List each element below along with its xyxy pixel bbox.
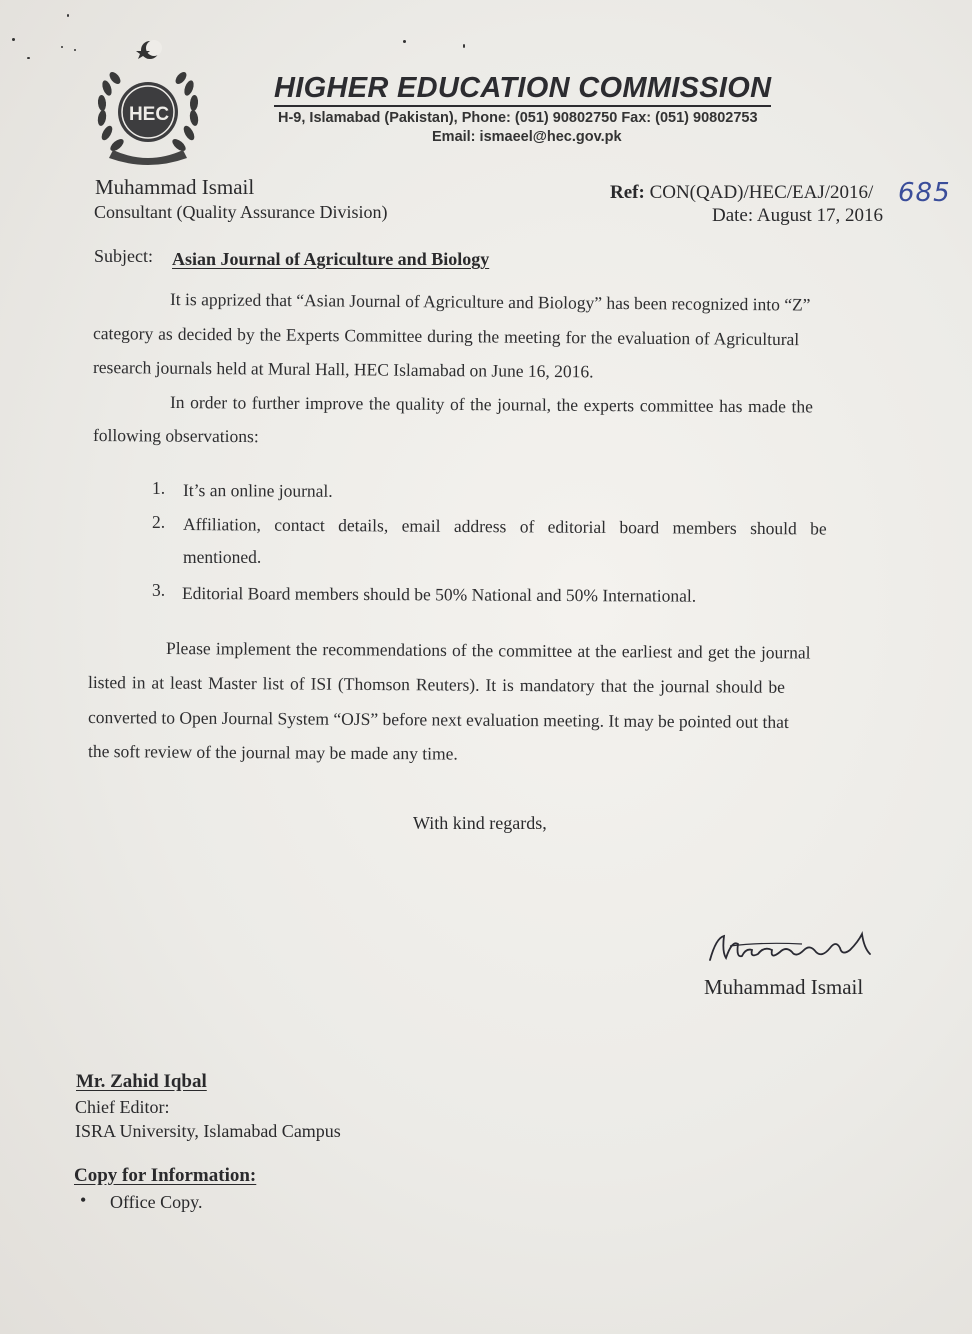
speck — [27, 57, 30, 59]
speck — [67, 14, 69, 17]
speck — [74, 49, 76, 51]
sender-title: Consultant (Quality Assurance Division) — [94, 202, 388, 222]
hec-logo — [93, 38, 203, 166]
reference-number: CON(QAD)/HEC/EAJ/2016/ — [649, 182, 874, 203]
bullet-icon: • — [80, 1190, 87, 1210]
copy-heading: Copy for Information: — [74, 1165, 257, 1186]
subject-label: Subject: — [94, 246, 153, 266]
para1-line1: It is apprized that “Asian Journal of Agriculture and Biology” has been recognized into “Z” — [169, 289, 811, 315]
speck — [403, 40, 406, 43]
recipient-role: Chief Editor: — [75, 1097, 170, 1117]
para2-line2: following observations: — [92, 425, 259, 447]
para3-line4: the soft review of the journal may be made any time. — [87, 741, 458, 764]
speck — [463, 44, 465, 48]
observation-text: It’s an online journal. — [182, 480, 333, 501]
para1-line3: research journals held at Mural Hall, HEC Islamabad on June 16, 2016. — [92, 357, 594, 382]
para1-line2: category as decided by the Experts Committee during the meeting for the evaluation of Agricultural — [92, 323, 800, 350]
speck — [12, 38, 15, 41]
copy-item: Office Copy. — [110, 1192, 203, 1212]
letter-date: Date: August 17, 2016 — [712, 205, 883, 226]
speck — [61, 46, 63, 48]
observation-text-cont: mentioned. — [183, 547, 262, 567]
observation-number: 3. — [152, 580, 166, 600]
reference-line — [610, 182, 873, 204]
observation-text: Editorial Board members should be 50% National and 50% International. — [181, 583, 697, 606]
recipient-organization: ISRA University, Islamabad Campus — [75, 1121, 341, 1141]
para3-line3: converted to Open Journal System “OJS” before next evaluation meeting. It may be pointed out that — [87, 707, 789, 732]
signature-name: Muhammad Ismail — [704, 975, 864, 999]
para3-line1: Please implement the recommendations of the committee at the earliest and get the journal — [165, 638, 811, 663]
org-name: HIGHER EDUCATION COMMISSION — [274, 71, 771, 107]
observation-text: Affiliation, contact details, email address of editorial board members should be — [182, 514, 827, 539]
observation-number: 2. — [152, 512, 166, 532]
sender-name: Muhammad Ismail — [95, 175, 255, 199]
para2-line1: In order to further improve the quality of the journal, the experts committee has made the — [169, 392, 813, 417]
signature — [702, 918, 882, 978]
para3-line2: listed in at least Master list of ISI (Thomson Reuters). It is mandatory that the journal should be — [87, 672, 785, 697]
reference-label: Ref: — [610, 182, 645, 203]
closing-regards: With kind regards, — [413, 813, 547, 833]
reference-handwritten: 685 — [898, 178, 951, 208]
org-email: Email: ismaeel@hec.gov.pk — [432, 129, 622, 145]
logo-text: HEC — [128, 104, 170, 125]
org-address: H-9, Islamabad (Pakistan), Phone: (051) 90802750 Fax: (051) 90802753 — [278, 110, 758, 126]
subject-text: Asian Journal of Agriculture and Biology — [172, 249, 490, 269]
observation-number: 1. — [152, 478, 166, 498]
recipient-name: Mr. Zahid Iqbal — [76, 1071, 207, 1092]
